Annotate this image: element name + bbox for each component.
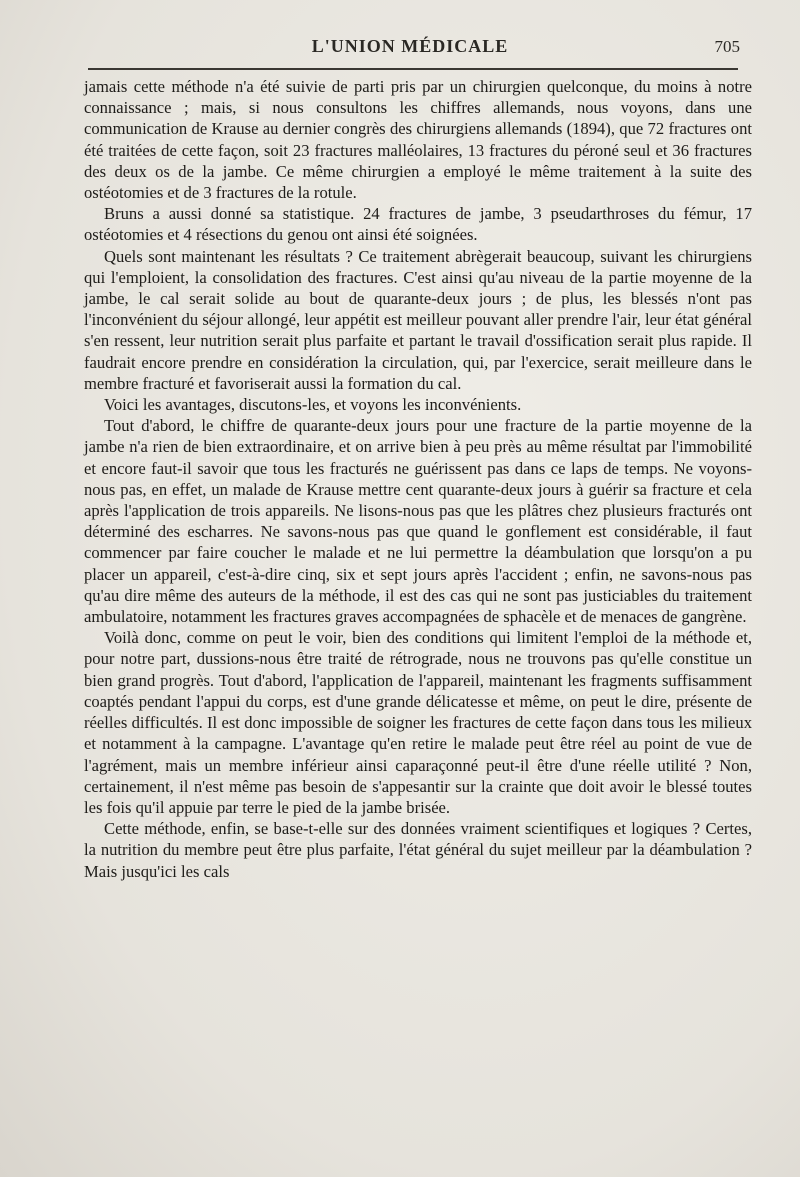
page-header [80, 36, 740, 62]
running-title: L'UNION MÉDICALE [311, 36, 509, 56]
header-rule [88, 68, 738, 70]
paragraph-5: Tout d'abord, le chiffre de quarante-deux jours pour une fracture de la partie moyenne de la jambe n'a rien de bien extraordinaire, et on arrive bien à peu près au même résultat par l'immobilité et encore faut-il savoir que tous les fracturés ne guérissent pas dans ce laps de temps. Ne voyons-nous pas, en effet, un malade de Krause mettre cent quarante-deux jours à guérir sa fracture et cela après l'application de trois appareils. Ne lisons-nous pas que les plâtres chez plusieurs fracturés ont déterminé des escharres. Ne savons-nous pas que quand le gonflement est considérable, il faut commencer par faire coucher le malade et ne lui permettre la déambulation que lorsqu'on a pu placer un appareil, c'est-à-dire cinq, six et sept jours après l'accident ; enfin, ne savons-nous pas qu'au dire même des auteurs de la méthode, il est des cas qui ne sont pas justiciables du traitement ambulatoire, notamment les fractures graves accompagnées de sphacèle et de menaces de gangrène. [84, 416, 752, 627]
paragraph-2: Bruns a aussi donné sa statistique. 24 fractures de jambe, 3 pseudarthroses du fémur, 17 ostéotomies et 4 résections du genou ont ainsi été soignées. [84, 204, 752, 245]
body-text [84, 76, 752, 882]
paragraph-7: Cette méthode, enfin, se base-t-elle sur des données vraiment scientifiques et logiques ? Certes, la nutrition du membre peut être plus parfaite, l'état général du sujet meilleur par la déambulation ? Mais jusqu'ici les cals [84, 819, 752, 881]
paragraph-3: Quels sont maintenant les résultats ? Ce traitement abrègerait beaucoup, suivant les chirurgiens qui l'emploient, la consolidation des fractures. C'est ainsi qu'au niveau de la partie moyenne de la jambe, le cal serait solide au bout de quarante-deux jours ; de plus, les blessés n'ont pas l'inconvénient du séjour allongé, leur appétit est meilleur pouvant aller prendre l'air, leur état général s'en ressent, leur nutrition serait plus parfaite et partant le travail d'ossification serait plus rapide. Il faudrait encore prendre en considération la circulation, qui, par l'exercice, serait meilleure dans le membre fracturé et favoriserait aussi la formation du cal. [84, 246, 752, 393]
page-number: 705 [714, 37, 740, 56]
paragraph-6: Voilà donc, comme on peut le voir, bien des conditions qui limitent l'emploi de la méthode et, pour notre part, dussions-nous être traité de rétrograde, nous ne trouvons pas qu'elle constitue un bien grand progrès. Tout d'abord, l'application de l'appareil, maintenant les fragments suffisamment coaptés pendant l'appui du corps, est d'une grande délicatesse et même, on peut le dire, présente de réelles difficultés. Il est donc impossible de soigner les fractures de cette façon dans tous les milieux et notamment à la campagne. L'avantage qu'en retire le malade peut être réel au point de vue de l'agrément, mais un membre inférieur ainsi caparaçonné peut-il être d'une réelle utilité ? Non, certainement, il n'est même pas besoin de s'appesantir sur la crainte que doit avoir le blessé toutes les fois qu'il appuie par terre le pied de la jambe brisée. [84, 628, 752, 817]
paragraph-1: jamais cette méthode n'a été suivie de parti pris par un chirurgien quelconque, du moins à notre connaissance ; mais, si nous consultons les chiffres allemands, nous voyons, dans une communication de Krause au dernier congrès des chirurgiens allemands (1894), que 72 fractures ont été traitées de cette façon, soit 23 fractures malléolaires, 13 fractures du péroné seul et 36 fractures des deux os de la jambe. Ce même chirurgien a employé le même traitement à la suite des ostéotomies et de 3 fractures de la rotule. [84, 77, 752, 203]
paragraph-4: Voici les avantages, discutons-les, et voyons les inconvénients. [104, 395, 522, 415]
